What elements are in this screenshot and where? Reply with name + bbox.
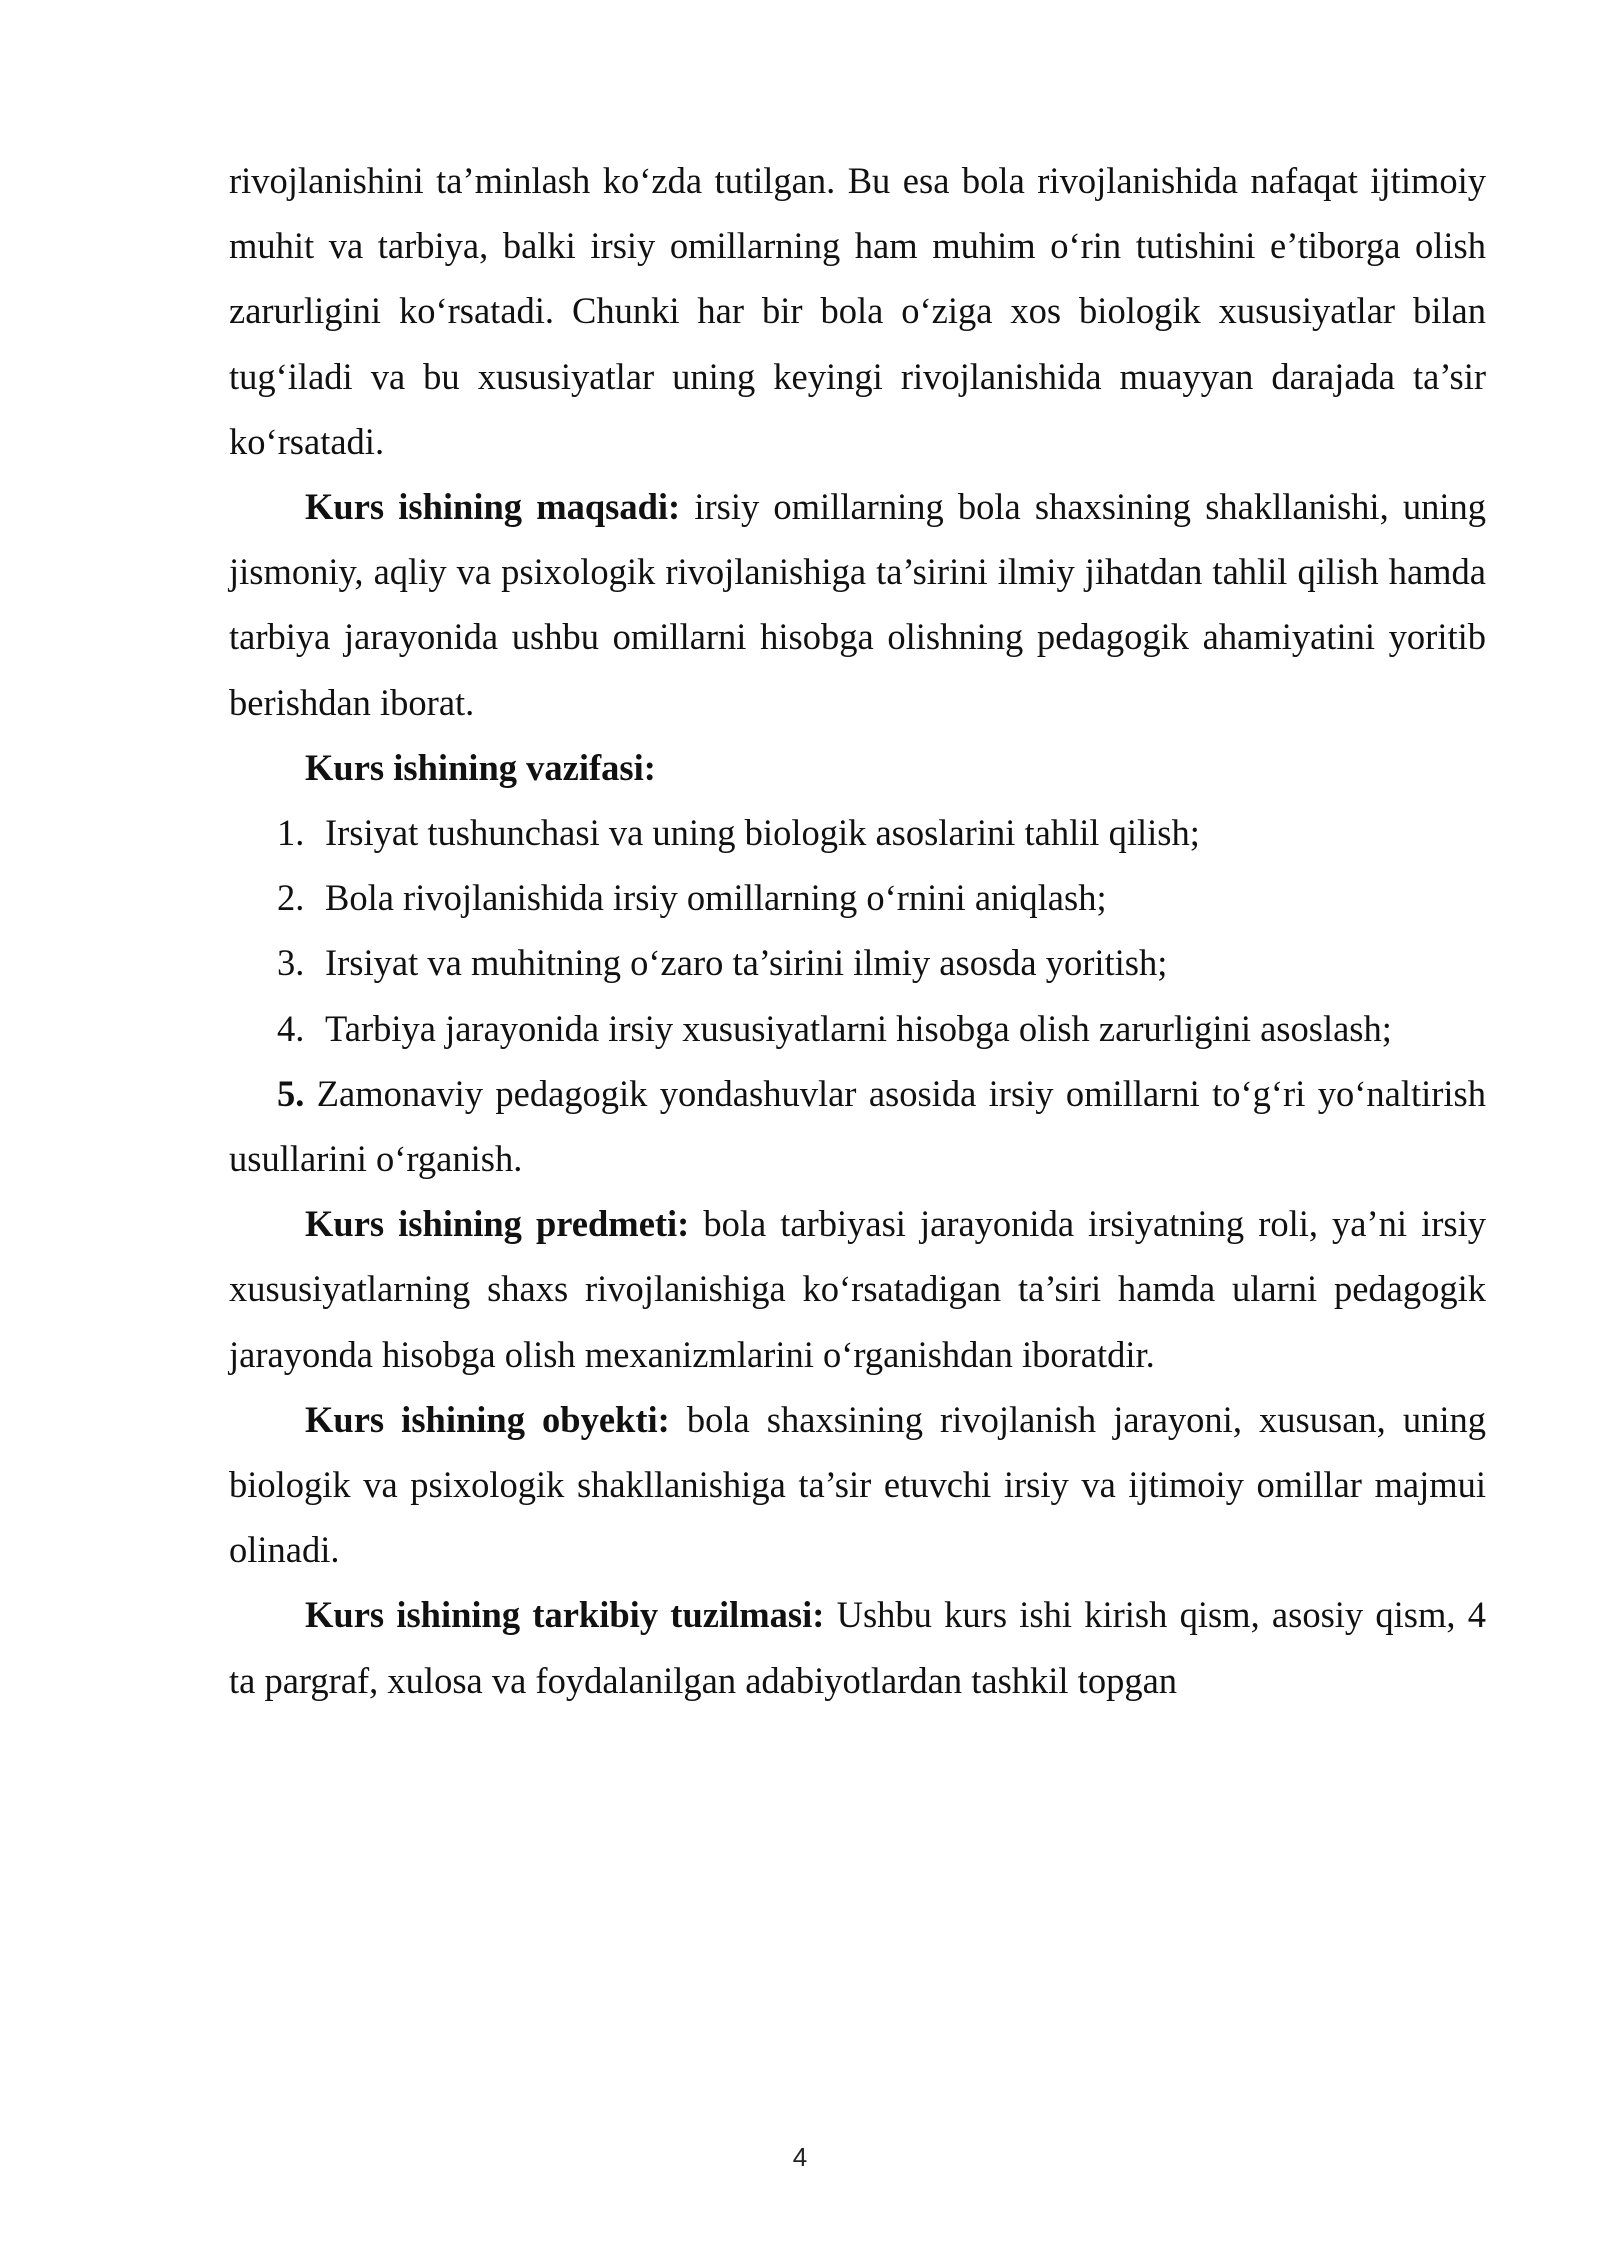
task-text: Bola rivojlanishida irsiy omillarning o‘rnini aniqlash;	[325, 877, 1107, 919]
subject-text: bola tarbiyasi jarayonida irsiyatning roli, ya’ni irsiy xususiyatlarning shaxs rivojlanishiga ko‘rsatadigan ta’siri hamda ularni pedagogik jarayonda hisobga olish mexanizmlarini o‘rganishdan iboratdir.	[229, 1203, 1486, 1375]
subject-paragraph	[229, 1191, 1486, 1387]
object-text: bola shaxsining rivojlanish jarayoni, xususan, uning biologik va psixologik shakllanishiga ta’sir etuvchi irsiy va ijtimoiy omillar majmui olinadi.	[229, 1398, 1486, 1571]
task-item-4	[229, 996, 1486, 1061]
purpose-text: irsiy omillarning bola shaxsining shakllanishi, uning jismoniy, aqliy va psixologik rivojlanishiga ta’sirini ilmiy jihatdan tahlil qilish hamda tarbiya jarayonida ushbu omillarni hisobga olishning pedagogik ahamiyatini yoritib berishdan iborat.	[229, 486, 1486, 723]
purpose-paragraph	[229, 474, 1486, 735]
page-number: 4	[792, 2142, 808, 2172]
intro-paragraph: rivojlanishini ta’minlash ko‘zda tutilgan. Bu esa bola rivojlanishida nafaqat ijtimoiy muhit va tarbiya, balki irsiy omillarning ham muhim o‘rin tutishini e’tiborga olish zarurligini ko‘rsatadi. Chunki har bir bola o‘ziga xos biologik xususiyatlar bilan tug‘iladi va bu xususiyatlar uning keyingi rivojlanishida muayyan darajada ta’sir ko‘rsatadi.	[229, 160, 1486, 462]
structure-paragraph	[229, 1582, 1486, 1712]
structure-text: Ushbu kurs ishi kirish qism, asosiy qism, 4 ta pargraf, xulosa va foydalanilgan adabiyotlardan tashkil topgan	[229, 1594, 1486, 1701]
task-number: 3.	[277, 942, 305, 984]
task-text: Irsiyat tushunchasi va uning biologik asoslarini tahlil qilish;	[325, 812, 1200, 854]
task-text: Tarbiya jarayonida irsiy xususiyatlarni hisobga olish zarurligini asoslash;	[325, 1007, 1392, 1049]
object-paragraph	[229, 1387, 1486, 1583]
task-number: 1.	[277, 812, 305, 854]
task-item-2	[229, 865, 1486, 930]
task-text: Irsiyat va muhitning o‘zaro ta’sirini ilmiy asosda yoritish;	[325, 942, 1168, 984]
tasks-heading	[229, 735, 1486, 800]
subject-label: Kurs ishining predmeti:	[305, 1203, 690, 1245]
task-number: 5.	[277, 1072, 305, 1114]
structure-label: Kurs ishining tarkibiy tuzilmasi:	[305, 1594, 825, 1636]
object-label: Kurs ishining obyekti:	[305, 1398, 670, 1440]
task-number: 4.	[277, 1007, 305, 1049]
task-item-1	[229, 800, 1486, 865]
task-text: Zamonaviy pedagogik yondashuvlar asosida irsiy omillarni to‘g‘ri yo‘naltirish usullarini o‘rganish.	[229, 1072, 1486, 1180]
task-item-3	[229, 930, 1486, 995]
task-number: 2.	[277, 877, 305, 919]
task-item-5	[229, 1061, 1486, 1191]
document-body	[229, 148, 1486, 1713]
tasks-label: Kurs ishining vazifasi:	[305, 746, 656, 788]
purpose-label: Kurs ishining maqsadi:	[305, 486, 681, 528]
